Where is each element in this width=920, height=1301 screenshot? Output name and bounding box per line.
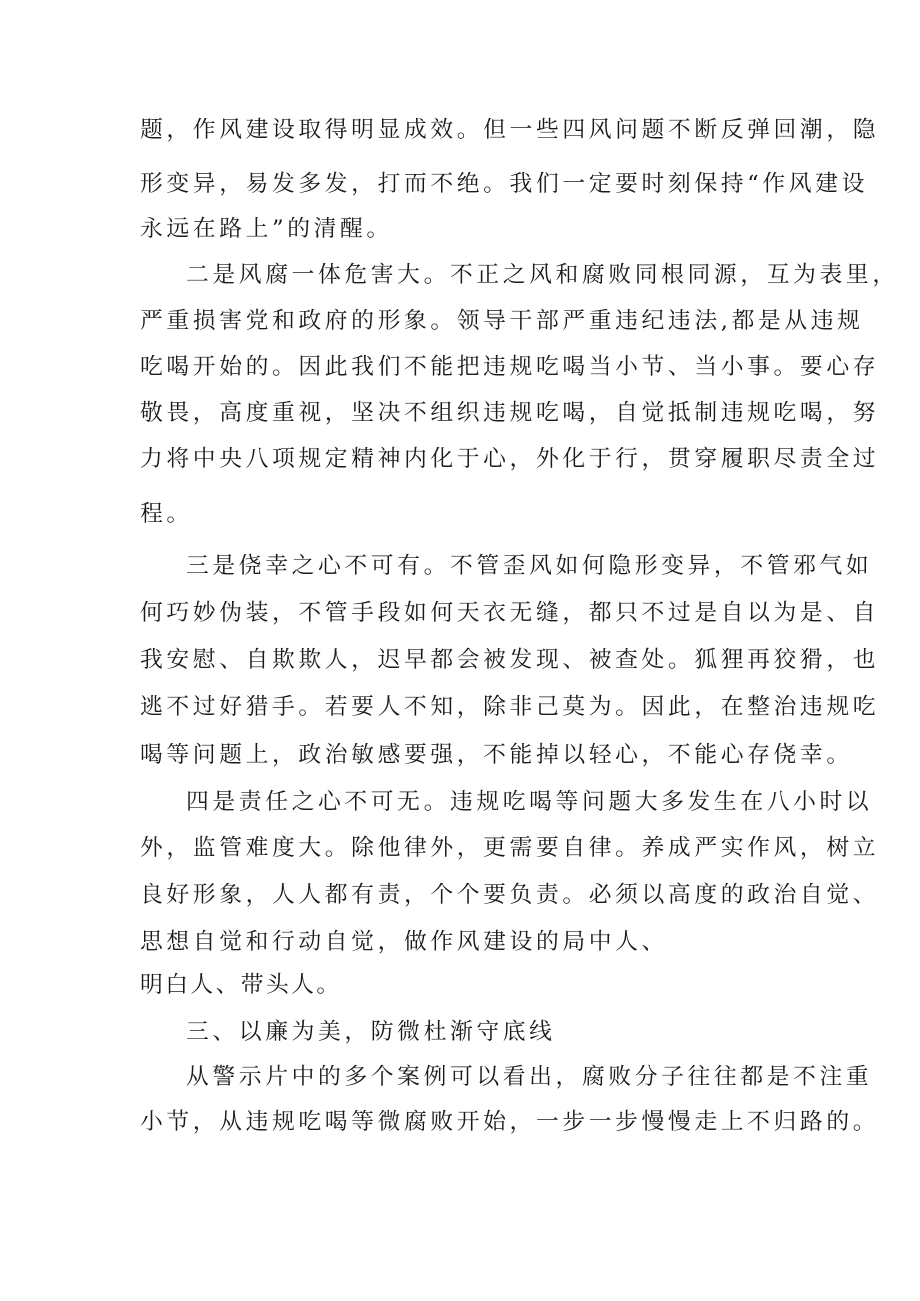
- text-line: 永远在路上”的清醒。: [140, 216, 393, 242]
- paragraph-start: 从警示片中的多个案例可以看出，腐败分子往往都是不注重: [186, 1064, 873, 1090]
- paragraph-start: 四是责任之心不可无。违规吃喝等问题大多发生在八小时以: [186, 789, 873, 815]
- text-line: 明白人、带头人。: [140, 972, 342, 998]
- text-line: 喝等问题上，政治敏感要强，不能掉以轻心，不能心存侥幸。: [140, 742, 853, 768]
- text-line: 逃不过好猎手。若要人不知，除非己莫为。因此，在整治违规吃: [140, 694, 880, 720]
- text-line: 严重损害党和政府的形象。领导干部严重违纪违法,都是从违规: [140, 308, 864, 334]
- text-line: 小节，从违规吃喝等微腐败开始，一步一步慢慢走上不归路的。: [140, 1109, 880, 1135]
- text-line: 何巧妙伪装，不管手段如何天衣无缝，都只不过是自以为是、自: [140, 600, 880, 626]
- text-line: 良好形象，人人都有责，个个要负责。必须以高度的政治自觉、: [140, 882, 880, 908]
- text-line: 吃喝开始的。因此我们不能把违规吃喝当小节、当小事。要心存: [140, 354, 880, 380]
- section-heading: 三、以廉为美，防微杜渐守底线: [186, 1019, 556, 1045]
- text-line: 程。: [140, 501, 193, 527]
- paragraph-start: 二是风腐一体危害大。不正之风和腐败同根同源，互为表里，: [186, 262, 899, 288]
- text-line: 力将中央八项规定精神内化于心，外化于行，贯穿履职尽责全过: [140, 446, 880, 472]
- text-line: 思想自觉和行动自觉，做作风建设的局中人、: [140, 929, 668, 955]
- text-line: 敬畏，高度重视，坚决不组织违规吃喝，自觉抵制违规吃喝，努: [140, 400, 880, 426]
- text-line: 我安慰、自欺欺人，迟早都会被发现、被查处。狐狸再狡猾，也: [140, 647, 880, 673]
- paragraph-start: 三是侥幸之心不可有。不管歪风如何隐形变异，不管邪气如: [186, 553, 873, 579]
- text-line: 外，监管难度大。除他律外，更需要自律。养成严实作风，树立: [140, 835, 880, 861]
- text-line: 形变异，易发多发，打而不绝。我们一定要时刻保持“作风建设: [140, 171, 868, 197]
- text-line: 题，作风建设取得明显成效。但一些四风问题不断反弹回潮，隐: [140, 117, 880, 143]
